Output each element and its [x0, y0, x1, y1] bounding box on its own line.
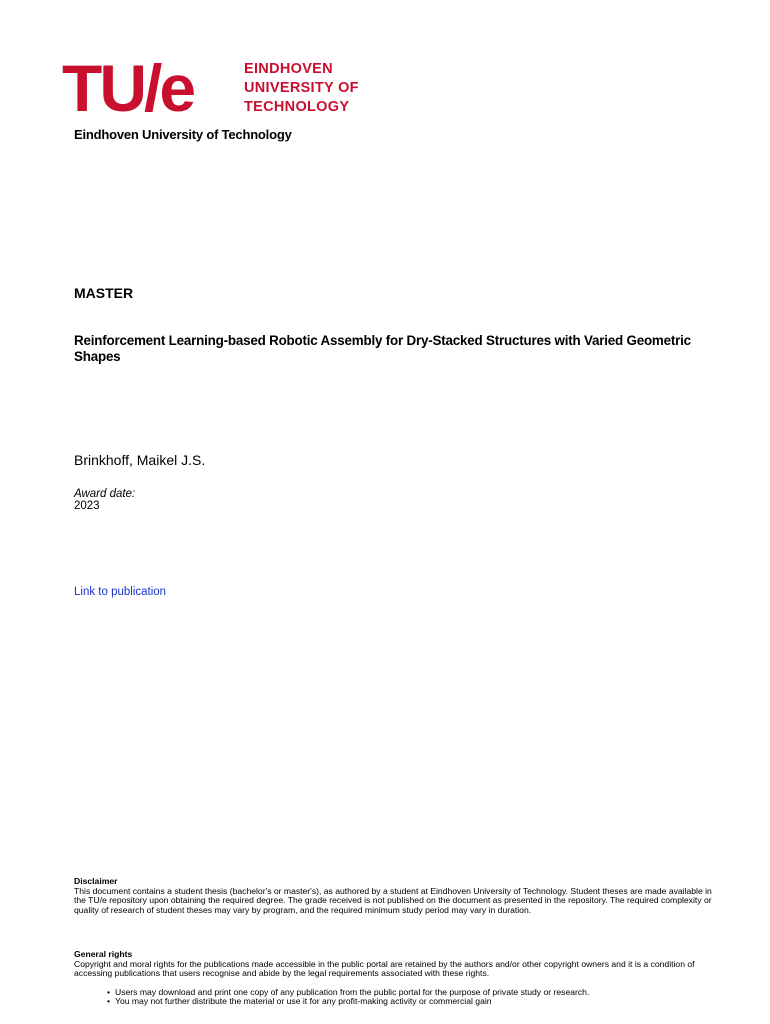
logo-line-3: TECHNOLOGY — [244, 99, 350, 115]
list-item: • You may not further distribute the material or use it for any profit-making activity or commercial gain — [107, 996, 492, 1007]
logo-line-2: UNIVERSITY OF — [244, 80, 359, 96]
award-date-label: Award date: — [74, 488, 136, 500]
list-item: • Users may download and print one copy of any publication from the public portal for the purpose of private study or research. — [107, 986, 590, 997]
document-type: MASTER — [74, 285, 134, 301]
award-date-value: 2023 — [74, 500, 100, 512]
general-rights-list — [74, 988, 734, 1007]
disclaimer-heading: Disclaimer — [74, 876, 118, 886]
publication-link[interactable]: Link to publication — [74, 586, 167, 598]
tue-logo — [62, 51, 392, 125]
institution-name: Eindhoven University of Technology — [74, 127, 292, 142]
author-name: Brinkhoff, Maikel J.S. — [74, 452, 206, 468]
logo-mark: TU/e — [62, 51, 194, 125]
general-rights-heading: General rights — [74, 949, 133, 959]
general-rights-text: Copyright and moral rights for the publications made accessible in the public portal are retained by the authors and/or other copyright owners and it is a condition of accessing publications that users recognise and abide by the legal requirements associated with these rights. — [74, 958, 695, 979]
general-rights-section — [74, 950, 734, 1007]
disclaimer-text: This document contains a student thesis (bachelor's or master's), as authored by a student at Eindhoven University of Technology. Student theses are made available in the TU/e repository upon obtaining the required degree. The grade received is not published on the document as presented in the repository. The required complexity or quality of research of student theses may vary by program, and the required minimum study period may vary in duration. — [74, 885, 712, 915]
logo-wordmark — [244, 60, 359, 117]
disclaimer-section — [74, 877, 724, 915]
thesis-title: Reinforcement Learning-based Robotic Assembly for Dry-Stacked Structures with Varied Geometric Shapes — [74, 333, 691, 364]
logo-line-1: EINDHOVEN — [244, 61, 333, 77]
